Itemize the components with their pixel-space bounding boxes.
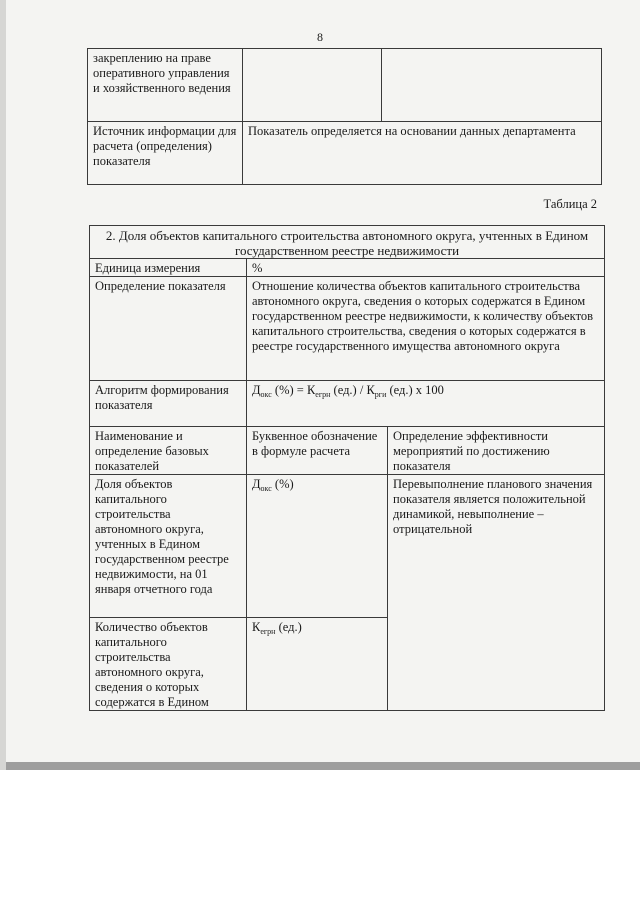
- empty-cell: [382, 49, 602, 122]
- table-row: [90, 277, 605, 381]
- formula: $Д_{окс}$ (%) = $К_{егрн}$ $(ед.) / К_{рги}$ (ед.) х 100: [247, 381, 605, 427]
- column-header: Определение эффективности мероприятий по достижению показателя: [388, 427, 605, 475]
- page-number: 8: [317, 30, 323, 44]
- base-indicator-name: Доля объектов капитального строительства автономного округа, учтенных в Едином государственном реестре недвижимости, на 01 января отчетного года: [90, 475, 247, 618]
- definition-label: Определение показателя: [90, 277, 247, 381]
- table-row: [88, 122, 602, 185]
- base-indicator-name: Количество объектов капитального строительства автономного округа, сведения о которых содержатся в Едином: [90, 618, 247, 711]
- table-row: [88, 49, 602, 122]
- algorithm-label: Алгоритм формирования показателя: [90, 381, 247, 427]
- row-value: Показатель определяется на основании данных департамента: [243, 122, 602, 185]
- empty-cell: [243, 49, 382, 122]
- base-indicator-symbol: $Д_{окс}$ (%): [247, 475, 388, 618]
- row-label: Источник информации для расчета (определения) показателя: [88, 122, 243, 185]
- table-title: 2. Доля объектов капитального строительства автономного округа, учтенных в Едином государственном реестре недвижимости: [90, 226, 605, 259]
- table-row: [90, 475, 605, 618]
- unit-label: Единица измерения: [90, 259, 247, 277]
- table-row: [90, 259, 605, 277]
- scan-edge: [0, 0, 6, 770]
- unit-value: %: [247, 259, 605, 277]
- table-2: [89, 225, 605, 711]
- definition-value: Отношение количества объектов капитального строительства автономного округа, сведения о которых содержатся в Едином государственном реестре недвижимости, к количеству объектов капитального строительства, сведения о которых содержатся в реестре государственного имущества автономного округа: [247, 277, 605, 381]
- table-caption: Таблица 2: [543, 197, 597, 211]
- table-title-row: [90, 226, 605, 259]
- column-header: Наименование и определение базовых показателей: [90, 427, 247, 475]
- table-1-continuation: [87, 48, 602, 185]
- base-indicator-symbol: $К_{егрн}$ (ед.): [247, 618, 388, 711]
- row-label: закреплению на праве оперативного управления и хозяйственного ведения: [88, 49, 243, 122]
- table-row: [90, 381, 605, 427]
- column-header: Буквенное обозначение в формуле расчета: [247, 427, 388, 475]
- effectiveness-definition: Перевыполнение планового значения показателя является положительной динамикой, невыполнение – отрицательной: [388, 475, 605, 711]
- column-header-row: [90, 427, 605, 475]
